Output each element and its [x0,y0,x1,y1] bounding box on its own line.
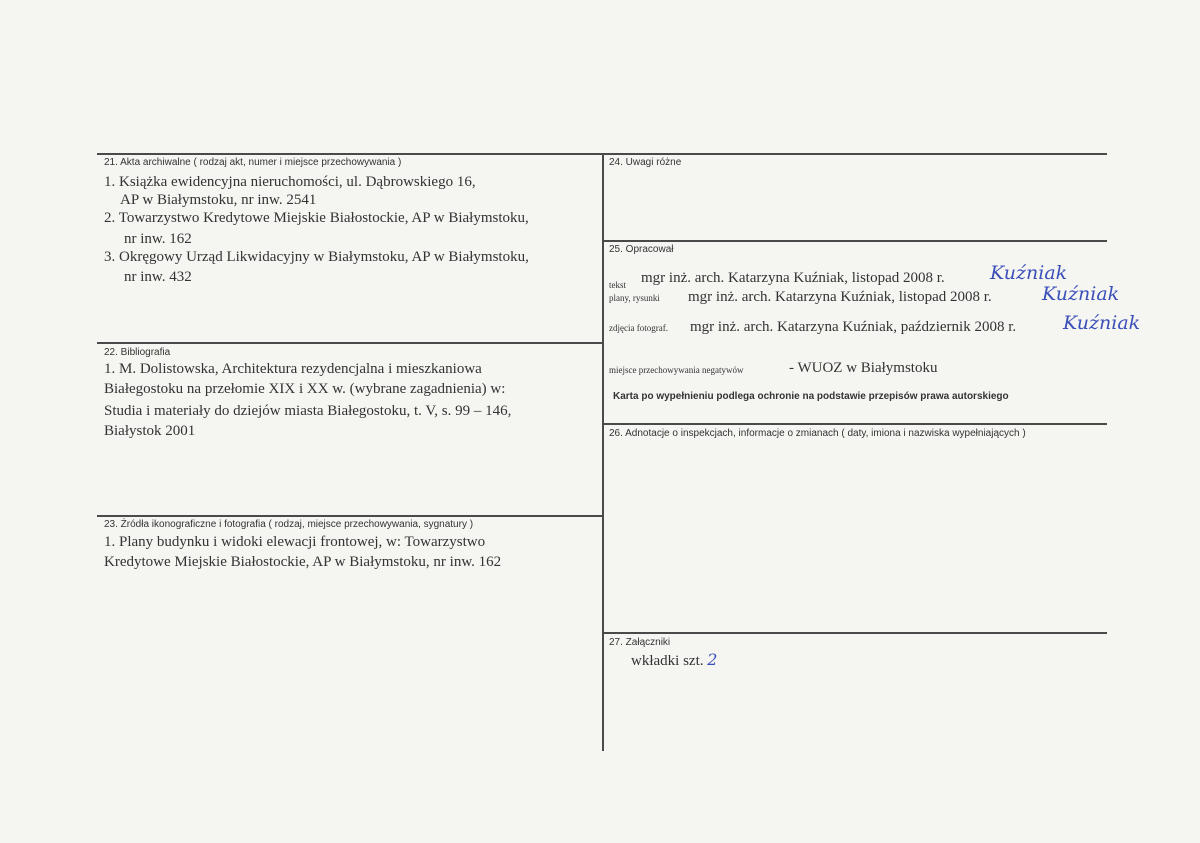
signature-plany: Kuźniak [1042,283,1120,305]
zdjecia-label: zdjęcia fotograf. [609,323,668,333]
section-23-label: 23. Źródła ikonograficzne i fotografia ( rodzaj, miejsce przechowywania, sygnatury ) [104,519,474,530]
copyright-note: Karta po wypełnieniu podlega ochronie na podstawie przepisów prawa autorskiego [613,391,1009,402]
section-26-label: 26. Adnotacje o inspekcjach, informacje o zmianach ( daty, imiona i nazwiska wypełniających ) [609,428,1026,439]
archive-line-6: nr inw. 432 [124,269,192,285]
negatives-label: miejsce przechowywania negatywów [609,365,744,375]
rule-23 [97,515,603,517]
tekst-label: tekst [609,280,626,290]
rule-22 [97,342,603,344]
rule-vertical [602,153,604,751]
tekst-value: mgr inż. arch. Katarzyna Kuźniak, listopad 2008 r. [641,270,945,286]
archive-line-3: 2. Towarzystwo Kredytowe Miejskie Białostockie, AP w Białymstoku, [104,210,529,226]
rule-27 [603,632,1107,634]
negatives-value: - WUOZ w Białymstoku [789,360,938,376]
section-25-label: 25. Opracował [609,244,674,255]
section-22-label: 22. Bibliografia [104,347,171,358]
bibliography-line-2: Białegostoku na przełomie XIX i XX w. (wybrane zagadnienia) w: [104,381,506,397]
signature-zdjecia: Kuźniak [1063,312,1141,334]
bibliography-line-3: Studia i materiały do dziejów miasta Białegostoku, t. V, s. 99 – 146, [104,403,512,419]
zdjecia-value: mgr inż. arch. Katarzyna Kuźniak, październik 2008 r. [690,319,1017,335]
section-27-label: 27. Załączniki [609,637,671,648]
rule-25 [603,240,1107,242]
archive-line-1: 1. Książka ewidencyjna nieruchomości, ul. Dąbrowskiego 16, [104,174,476,190]
rule-26 [603,423,1107,425]
signature-tekst: Kuźniak [990,262,1068,284]
sources-line-1: 1. Plany budynku i widoki elewacji frontowej, w: Towarzystwo [104,534,486,550]
attachments-count: 2 [707,650,718,669]
attachments-value [631,650,717,671]
bibliography-line-1: 1. M. Dolistowska, Architektura rezydencjalna i mieszkaniowa [104,361,482,377]
plany-label: plany, rysunki [609,293,660,303]
sources-line-2: Kredytowe Miejskie Białostockie, AP w Białymstoku, nr inw. 162 [104,554,502,570]
archive-line-4: nr inw. 162 [124,231,192,247]
section-24-label: 24. Uwagi różne [609,157,682,168]
bibliography-line-4: Białystok 2001 [104,423,196,439]
rule-top-right [603,153,1107,155]
rule-top-left [97,153,603,155]
archive-line-2: AP w Białymstoku, nr inw. 2541 [120,192,317,208]
attachments-text: wkładki szt. [631,653,704,669]
archive-line-5: 3. Okręgowy Urząd Likwidacyjny w Białymstoku, AP w Białymstoku, [104,249,529,265]
section-21-label: 21. Akta archiwalne ( rodzaj akt, numer i miejsce przechowywania ) [104,157,402,168]
plany-value: mgr inż. arch. Katarzyna Kuźniak, listopad 2008 r. [688,289,992,305]
